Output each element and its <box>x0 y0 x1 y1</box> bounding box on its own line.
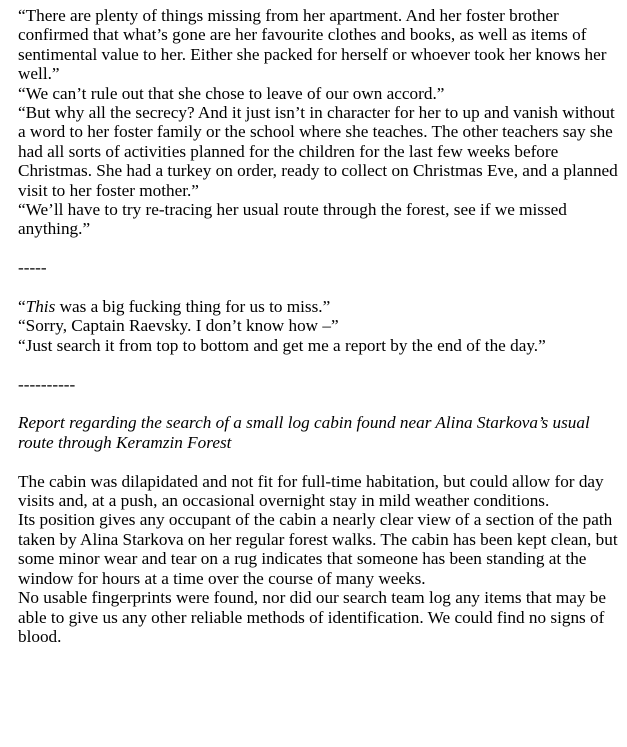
paragraph: “But why all the secrecy? And it just isn’t in character for her to up and vanish without a word to her foster family or the school where she teaches. The other teachers say she had all sorts of activities planned for the children for the last few weeks before Christmas. She had a turkey on order, ready to collect on Christmas Eve, and a planned visit to her foster mother.” <box>18 103 618 200</box>
spacer <box>18 394 620 413</box>
dialogue-text: was a big fucking thing for us to miss.” <box>55 297 331 317</box>
emphasis-text: This <box>25 297 56 317</box>
report-paragraph: Its position gives any occupant of the cabin a nearly clear view of a section of the path taken by Alina Starkova on her regular forest walks. The cabin has been kept clean, but some minor wear and tear on a rug indicates that someone has been standing at the window for hours at a time over the course of many weeks. <box>18 510 618 588</box>
document-body <box>18 6 620 646</box>
spacer <box>18 239 620 258</box>
spacer <box>18 452 620 471</box>
report-paragraph: No usable fingerprints were found, nor did our search team log any items that may be able to give us any other reliable methods of identification. We could find no signs of blood. <box>18 588 607 646</box>
report-paragraph: The cabin was dilapidated and not fit for full-time habitation, but could allow for day visits and, at a push, an occasional overnight stay in mild weather conditions. <box>18 471 604 511</box>
paragraph: “We can’t rule out that she chose to leave of our own accord.” <box>18 83 445 103</box>
paragraph: “We’ll have to try re-tracing her usual route through the forest, see if we missed anything.” <box>18 200 567 239</box>
spacer <box>18 278 620 297</box>
dialogue-line: “Just search it from top to bottom and get me a report by the end of the day.” <box>18 335 546 355</box>
dialogue-line: “Sorry, Captain Raevsky. I don’t know how –” <box>18 316 339 336</box>
scene-separator: ---------- <box>18 374 76 394</box>
quote-open: “ <box>18 297 26 317</box>
spacer <box>18 355 620 374</box>
report-title: Report regarding the search of a small log cabin found near Alina Starkova’s usual route through Keramzin Forest <box>18 413 590 452</box>
dialogue-line <box>18 297 620 316</box>
paragraph: “There are plenty of things missing from her apartment. And her foster brother confirmed that what’s gone are her favourite clothes and books, as well as items of sentimental value to her. Either she packed for herself or whoever took her knows her well.” <box>18 6 607 84</box>
scene-separator: ----- <box>18 258 47 278</box>
